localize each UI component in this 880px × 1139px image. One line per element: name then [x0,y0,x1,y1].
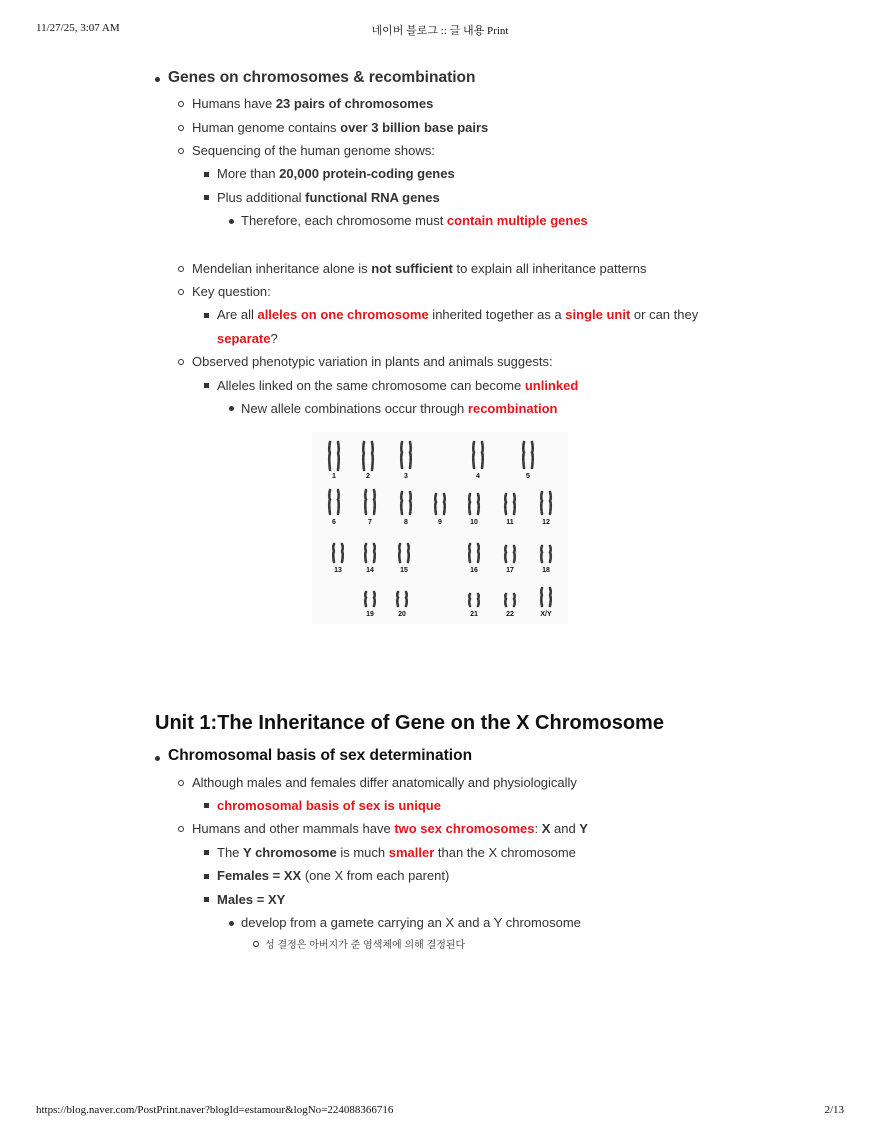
chromosome-label: 4 [476,473,480,480]
chromosome-shape [478,594,479,606]
chromosome-shape [365,544,366,562]
chromosome-pair [523,442,533,468]
chromosome-label: 17 [506,567,514,574]
chromosome-pair [365,592,375,606]
karyotype-image [312,432,568,624]
bullet-disc-icon [155,756,160,761]
chromosome-pair [399,544,409,562]
page-number: 2/13 [824,1104,844,1116]
chromosome-shape [514,594,515,606]
chromosome-shape [374,544,375,562]
list-item: Sequencing of the human genome shows: [192,143,435,158]
bullet-circle-icon [178,148,184,154]
chromosome-label: 15 [400,567,408,574]
chromosome-shape [338,490,339,514]
chromosome-label: 7 [368,519,372,526]
chromosome-pair [541,492,551,514]
chromosome-shape [514,494,515,514]
chromosome-shape [541,546,542,562]
chromosome-label: 16 [470,567,478,574]
chromosome-shape [523,442,524,468]
chromosome-shape [408,544,409,562]
chromosome-label: 22 [506,611,514,618]
chromosome-shape [397,592,398,606]
chromosome-pair [363,442,373,470]
chromosome-shape [532,442,533,468]
bullet-disc-icon [229,406,234,411]
chromosome-label: 14 [366,567,374,574]
bullet-square-icon [204,897,209,902]
chromosome-label: 3 [404,473,408,480]
chromosome-label: 9 [438,519,442,526]
chromosome-pair [505,546,515,562]
chromosome-pair [469,494,479,514]
chromosome-pair [397,592,407,606]
list-item: Are all alleles on one chromosome inherited together as a single unit or can they [217,307,699,322]
list-item: Males = XY [217,892,286,907]
chromosome-shape [505,494,506,514]
chromosome-label: 19 [366,611,374,618]
chromosome-shape [469,594,470,606]
chromosome-label: 10 [470,519,478,526]
chromosome-shape [363,442,364,470]
bullet-circle-icon [178,289,184,295]
bullet-square-icon [204,803,209,808]
list-item: 성 결정은 아버지가 준 염색체에 의해 결정된다 [265,940,466,951]
chromosome-label: 5 [526,473,530,480]
chromosome-shape [401,442,402,468]
list-item: More than 20,000 protein-coding genes [217,166,455,181]
chromosome-shape [550,492,551,514]
chromosome-shape [338,442,339,470]
chromosome-pair [469,594,479,606]
chromosome-label: 12 [542,519,550,526]
chromosome-pair [329,442,339,470]
chromosome-label: 20 [398,611,406,618]
print-title: 네이버 블로그 :: 글 내용 Print [371,25,509,37]
chromosome-shape [342,544,343,562]
chromosome-shape [469,494,470,514]
chromosome-label: 11 [506,519,514,526]
chromosome-shape [410,492,411,514]
bullet-circle-icon [178,826,184,832]
section-heading-genes: Genes on chromosomes & recombination [168,69,476,86]
chromosome-label: 1 [332,473,336,480]
bullet-square-icon [204,874,209,879]
chromosome-label: X/Y [540,611,552,618]
chromosome-pair [469,544,479,562]
bullet-circle-icon [178,266,184,272]
bullet-disc-icon [229,921,234,926]
chromosome-pair [505,594,515,606]
list-item: Observed phenotypic variation in plants and animals suggests: [192,354,553,369]
chromosome-shape [329,442,330,470]
bullet-square-icon [204,195,209,200]
chromosome-shape [374,592,375,606]
list-item: Mendelian inheritance alone is not sufficient to explain all inheritance patterns [192,261,647,276]
chromosome-pair [541,546,551,562]
chromosome-shape [410,442,411,468]
chromosome-label: 18 [542,567,550,574]
chromosome-shape [505,594,506,606]
chromosome-shape [406,592,407,606]
list-item: Key question: [192,284,271,299]
list-item: New allele combinations occur through recombination [241,401,558,416]
chromosome-shape [478,544,479,562]
bullet-disc-icon [229,219,234,224]
chromosome-pair [473,442,483,468]
chromosome-label: 8 [404,519,408,526]
bullet-square-icon [204,850,209,855]
print-url: https://blog.naver.com/PostPrint.naver?blogId=estamour&logNo=224088366716 [36,1104,394,1116]
list-item: chromosomal basis of sex is unique [217,798,441,813]
list-item: Therefore, each chromosome must contain multiple genes [241,213,588,228]
list-item: Human genome contains over 3 billion base pairs [192,120,489,135]
chromosome-shape [372,442,373,470]
list-item: Alleles linked on the same chromosome can become unlinked [217,378,579,393]
list-item: The Y chromosome is much smaller than the X chromosome [217,845,576,860]
chromosome-shape [550,546,551,562]
bullet-square-icon [204,313,209,318]
bullet-circle-icon [178,125,184,131]
chromosome-shape [365,490,366,514]
chromosome-pair [541,588,551,606]
chromosome-pair [401,442,411,468]
bullet-square-icon [204,172,209,177]
chromosome-shape [365,592,366,606]
chromosome-pair [505,494,515,514]
chromosome-label: 21 [470,611,478,618]
chromosome-shape [399,544,400,562]
bullet-circle-icon [178,780,184,786]
chromosome-pair [333,544,343,562]
section-heading-sex-determination: Chromosomal basis of sex determination [168,747,473,764]
list-item: Humans have 23 pairs of chromosomes [192,96,434,111]
bullet-circle-icon [178,359,184,365]
chromosome-pair [365,490,375,514]
list-item: Humans and other mammals have two sex chromosomes: X and Y [192,821,588,836]
chromosome-shape [514,546,515,562]
bullet-disc-icon [155,77,160,82]
chromosome-pair [329,490,339,514]
bullet-square-icon [204,383,209,388]
chromosome-shape [444,494,445,514]
chromosome-shape [541,588,542,606]
chromosome-shape [435,494,436,514]
chromosome-pair [365,544,375,562]
chromosome-shape [550,588,551,606]
bullet-circle-icon [178,101,184,107]
chromosome-shape [469,544,470,562]
chromosome-shape [333,544,334,562]
chromosome-pair [435,494,445,514]
list-item-continuation: separate? [217,331,278,346]
chromosome-shape [401,492,402,514]
chromosome-label: 13 [334,567,342,574]
karyotype-svg [312,432,568,624]
chromosome-pair [401,492,411,514]
list-item: Although males and females differ anatomically and physiologically [192,775,577,790]
list-item: Plus additional functional RNA genes [217,190,440,205]
chromosome-label: 6 [332,519,336,526]
print-datetime: 11/27/25, 3:07 AM [36,22,120,34]
list-item: develop from a gamete carrying an X and a Y chromosome [241,915,581,930]
chromosome-shape [541,492,542,514]
unit-title: Unit 1:The Inheritance of Gene on the X Chromosome [155,712,664,734]
chromosome-shape [329,490,330,514]
chromosome-shape [482,442,483,468]
chromosome-label: 2 [366,473,370,480]
chromosome-shape [478,494,479,514]
chromosome-shape [374,490,375,514]
chromosome-shape [505,546,506,562]
list-item: Females = XX (one X from each parent) [217,868,450,883]
bullet-circle-icon [253,941,259,947]
chromosome-shape [473,442,474,468]
